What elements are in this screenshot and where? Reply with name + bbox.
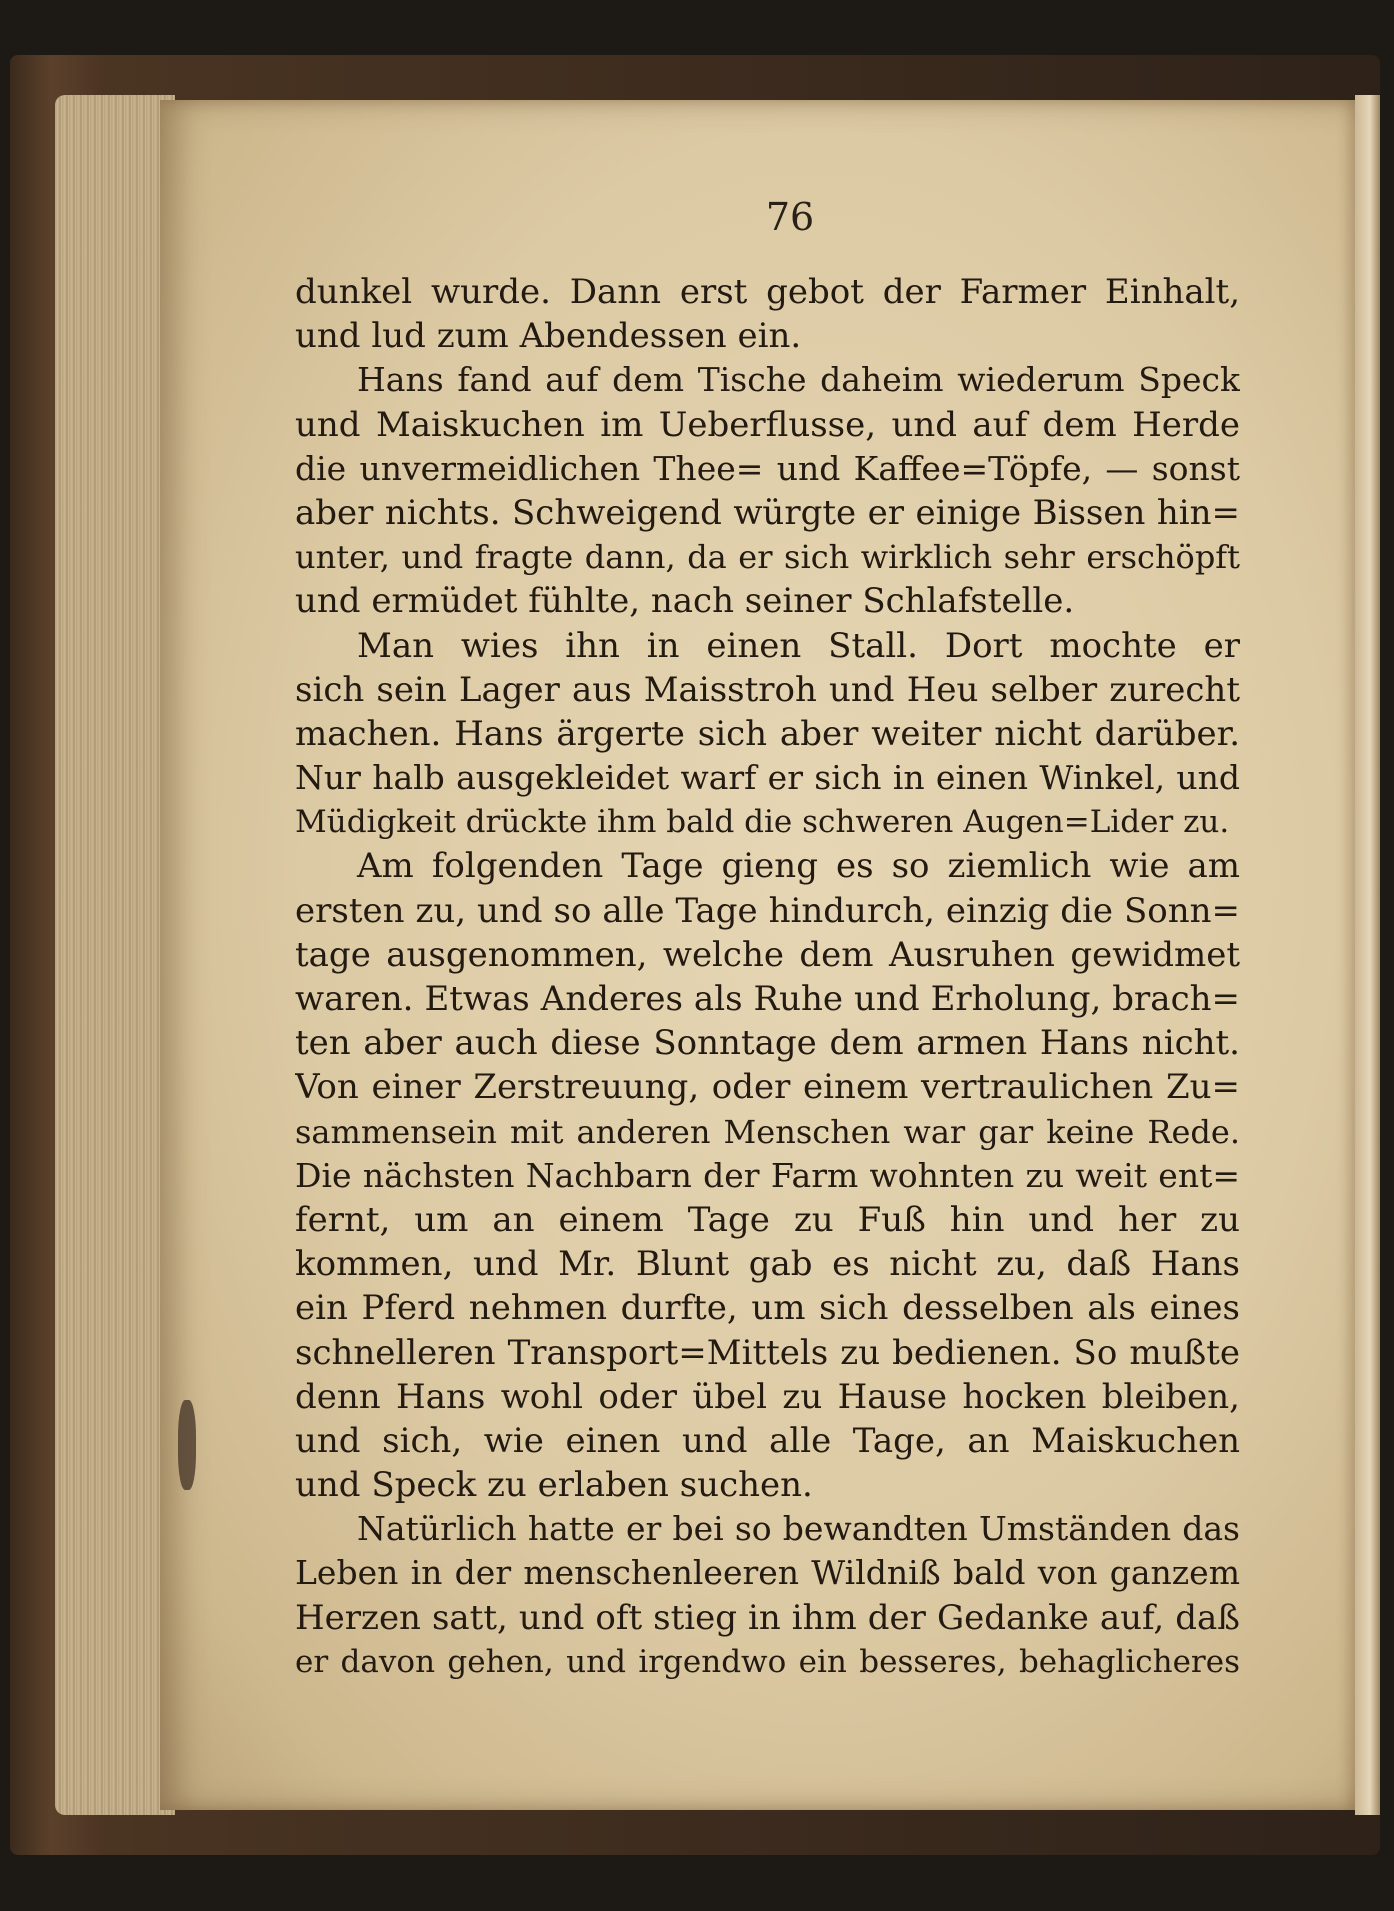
text-line: Von einer Zerstreuung, oder einem vertraulichen Zu= — [295, 1067, 1240, 1108]
text-line: ersten zu, und so alle Tage hindurch, einzig die Sonn= — [295, 890, 1240, 931]
text-line: ein Pferd nehmen durfte, um sich desselben als eines — [295, 1288, 1240, 1329]
text-line: und lud zum Abendessen ein. — [295, 316, 802, 357]
text-line: sich sein Lager aus Maisstroh und Heu selber zurecht — [295, 669, 1240, 710]
text-line: Hans fand auf dem Tische daheim wiederum Speck — [357, 360, 1240, 400]
text-line: ten aber auch diese Sonntage dem armen Hans nicht. — [295, 1023, 1240, 1064]
text-line: tage ausgenommen, welche dem Ausruhen gewidmet — [295, 934, 1240, 975]
page-number: 76 — [765, 195, 815, 239]
text-line: Am folgenden Tage gieng es so ziemlich wie am — [357, 846, 1240, 887]
text-line: er davon gehen, und irgendwo ein besseres, behaglicheres — [295, 1643, 1240, 1680]
text-line: und sich, wie einen und alle Tage, an Maiskuchen — [295, 1420, 1240, 1461]
text-line: die unvermeidlichen Thee= und Kaffee=Töpfe, — sonst — [295, 448, 1240, 488]
text-line: Man wies ihn in einen Stall. Dort mochte er — [357, 625, 1240, 666]
text-line: kommen, und Mr. Blunt gab es nicht zu, daß Hans — [295, 1244, 1240, 1285]
facing-page-edge — [1355, 95, 1380, 1815]
text-line: aber nichts. Schweigend würgte er einige Bissen hin= — [295, 492, 1240, 533]
text-line: denn Hans wohl oder übel zu Hause hocken bleiben, — [295, 1376, 1240, 1417]
text-line: Nur halb ausgekleidet warf er sich in einen Winkel, und — [295, 758, 1240, 798]
text-line: fernt, um an einem Tage zu Fuß hin und her zu — [295, 1199, 1240, 1240]
text-line: schnelleren Transport=Mittels zu bedienen. So mußte — [295, 1332, 1240, 1373]
text-line: sammensein mit anderen Menschen war gar keine Rede. — [295, 1112, 1240, 1151]
ink-stain — [178, 1400, 196, 1490]
text-line: Die nächsten Nachbarn der Farm wohnten zu weit ent= — [295, 1155, 1240, 1195]
text-line: und ermüdet fühlte, nach seiner Schlafstelle. — [295, 581, 1075, 622]
text-line: Herzen satt, und oft stieg in ihm der Gedanke auf, daß — [295, 1597, 1240, 1638]
text-line: und Speck zu erlaben suchen. — [295, 1465, 813, 1506]
text-line: waren. Etwas Anderes als Ruhe und Erholung, brach= — [295, 979, 1240, 1019]
text-line: und Maiskuchen im Ueberflusse, und auf dem Herde — [295, 404, 1240, 445]
text-line: dunkel wurde. Dann erst gebot der Farmer Einhalt, — [295, 272, 1240, 312]
text-line: unter, und fragte dann, da er sich wirklich sehr erschöpft — [295, 538, 1240, 577]
page-text — [295, 270, 1240, 1684]
text-line: Leben in der menschenleeren Wildniß bald von ganzem — [295, 1553, 1240, 1593]
text-line: Natürlich hatte er bei so bewandten Umständen das — [357, 1509, 1240, 1549]
text-line: machen. Hans ärgerte sich aber weiter nicht darüber. — [295, 713, 1240, 754]
text-line: Müdigkeit drückte ihm bald die schweren Augen=Lider zu. — [295, 804, 1230, 841]
page-edges — [55, 95, 175, 1815]
